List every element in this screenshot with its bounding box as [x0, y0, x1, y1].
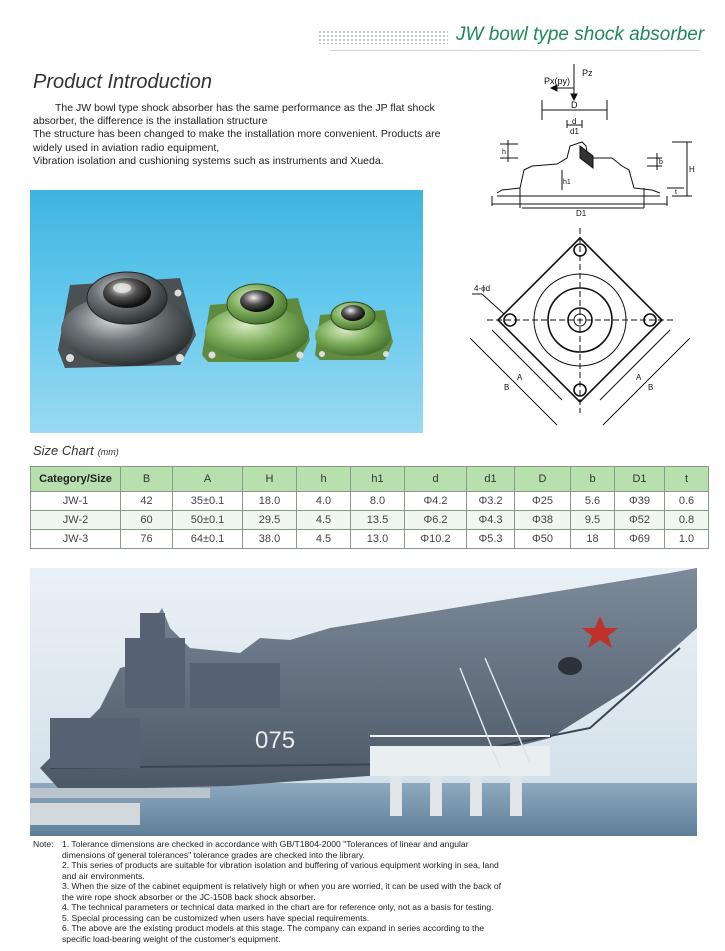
table-cell: 8.0 [351, 492, 405, 511]
intro-heading: Product Introduction [33, 71, 212, 93]
table-cell: Φ4.2 [405, 492, 467, 511]
drawing-label-d: d [572, 117, 577, 126]
note-line: 6. The above are the existing product models at this stage. The company can expand in series according to the [62, 923, 484, 933]
table-row [31, 511, 709, 530]
size-chart-header-row [31, 467, 709, 492]
drawing-label-h: h [502, 149, 506, 156]
notes-list [62, 839, 562, 944]
table-cell: 13.5 [351, 511, 405, 530]
column-header: d [405, 467, 467, 492]
drawing-label-H: H [689, 165, 695, 174]
drawing-label-d1: d1 [570, 127, 579, 136]
table-cell: 35±0.1 [173, 492, 243, 511]
table-cell: Φ5.3 [467, 530, 515, 549]
table-cell: 42 [121, 492, 173, 511]
intro-line: widely used in aviation radio equipment, [33, 141, 220, 154]
note-line: 3. When the size of the cabinet equipment is relatively high or when you are worried, it can be used with the back of [62, 881, 502, 891]
absorber-large-steel [58, 272, 196, 368]
table-row [31, 530, 709, 549]
drawing-label-D1: D1 [576, 209, 587, 218]
table-cell: Φ69 [615, 530, 665, 549]
note-line: 2. This series of products are suitable for vibration isolation and buffering of various equipment working in sea, land [62, 860, 499, 870]
technical-drawing [462, 58, 702, 443]
table-cell: Φ39 [615, 492, 665, 511]
table-cell: Φ50 [515, 530, 571, 549]
table-cell: 4.5 [297, 530, 351, 549]
column-header: A [173, 467, 243, 492]
table-cell: Φ3.2 [467, 492, 515, 511]
table-cell: 38.0 [243, 530, 297, 549]
drawing-label-D: D [571, 100, 578, 110]
column-header: t [665, 467, 709, 492]
table-cell: 0.8 [665, 511, 709, 530]
drawing-label-b: b [659, 159, 663, 166]
table-cell: 4.0 [297, 492, 351, 511]
table-cell: 29.5 [243, 511, 297, 530]
intro-paragraph [33, 102, 458, 168]
column-header: H [243, 467, 297, 492]
table-cell: 60 [121, 511, 173, 530]
table-cell: 18.0 [243, 492, 297, 511]
table-cell: JW-3 [31, 530, 121, 549]
drawing-label-t: t [675, 189, 677, 196]
table-cell: Φ25 [515, 492, 571, 511]
note-line: 1. Tolerance dimensions are checked in accordance with GB/T1804-2000 "Tolerances of linear and angular [62, 839, 469, 849]
column-header: Category/Size [31, 467, 121, 492]
table-cell: 4.5 [297, 511, 351, 530]
intro-line: absorber, the difference is the installation structure [33, 115, 268, 128]
note-line: specific load-bearing weight of the customer's equipment. [62, 933, 281, 944]
column-header: B [121, 467, 173, 492]
table-cell: 5.6 [571, 492, 615, 511]
note-line: 5. Special processing can be customized when users have special requirements. [62, 912, 370, 923]
column-header: D1 [615, 467, 665, 492]
column-header: b [571, 467, 615, 492]
drawing-label-B-right: B [648, 383, 654, 392]
size-chart-unit: (mm) [97, 447, 119, 457]
table-cell: Φ6.2 [405, 511, 467, 530]
table-cell: 64±0.1 [173, 530, 243, 549]
column-header: h [297, 467, 351, 492]
column-header: D [515, 467, 571, 492]
table-cell: 1.0 [665, 530, 709, 549]
table-cell: Φ52 [615, 511, 665, 530]
hull-number: 075 [255, 727, 296, 754]
table-row [31, 492, 709, 511]
intro-line: The structure has been changed to make the installation more convenient. Products are [33, 128, 441, 141]
note-line: dimensions of general tolerances" tolerance grades are checked into the library. [62, 849, 365, 860]
table-cell: 13.0 [351, 530, 405, 549]
table-cell: 0.6 [665, 492, 709, 511]
column-header: d1 [467, 467, 515, 492]
drawing-label-h1: h1 [563, 179, 571, 186]
size-chart-table [30, 466, 709, 549]
drawing-label-px: Px(py) [544, 76, 571, 86]
note-line: the wire rope shock absorber or the JC-1508 back shock absorber. [62, 891, 316, 902]
header-divider [330, 50, 700, 51]
intro-line: The JW bowl type shock absorber has the same performance as the JP flat shock [55, 102, 435, 114]
table-cell: JW-1 [31, 492, 121, 511]
ship-photo [30, 568, 697, 836]
size-chart-title-text: Size Chart [33, 443, 94, 458]
table-cell: Φ10.2 [405, 530, 467, 549]
page-title: JW bowl type shock absorber [456, 24, 705, 45]
absorber-small-green [315, 302, 393, 360]
table-cell: 50±0.1 [173, 511, 243, 530]
table-cell: Φ4.3 [467, 511, 515, 530]
anchor-hawse [558, 657, 582, 675]
table-cell: 18 [571, 530, 615, 549]
product-photo-illustration [30, 190, 423, 433]
note-line: 4. The technical parameters or technical data marked in the chart are for reference only, not as a basis for testing. [62, 902, 494, 912]
drawing-label-A-right: A [636, 373, 642, 382]
drawing-label-B-left: B [504, 383, 510, 392]
header-dot-pattern [318, 30, 448, 44]
notes-label: Note: [33, 839, 54, 849]
table-cell: 76 [121, 530, 173, 549]
drawing-label-A-left: A [517, 373, 523, 382]
drawing-label-pz: Pz [582, 68, 593, 78]
note-line: and air environments. [62, 870, 145, 881]
drawing-label-holes: 4-ϕd [474, 284, 491, 293]
ship-photo-illustration [30, 568, 697, 836]
table-cell: JW-2 [31, 511, 121, 530]
product-photo [30, 190, 423, 433]
table-cell: Φ38 [515, 511, 571, 530]
intro-line: Vibration isolation and cushioning systems such as instruments and Xueda. [33, 154, 384, 167]
column-header: h1 [351, 467, 405, 492]
table-cell: 9.5 [571, 511, 615, 530]
size-chart-title [33, 443, 119, 458]
absorber-medium-green [202, 284, 310, 362]
